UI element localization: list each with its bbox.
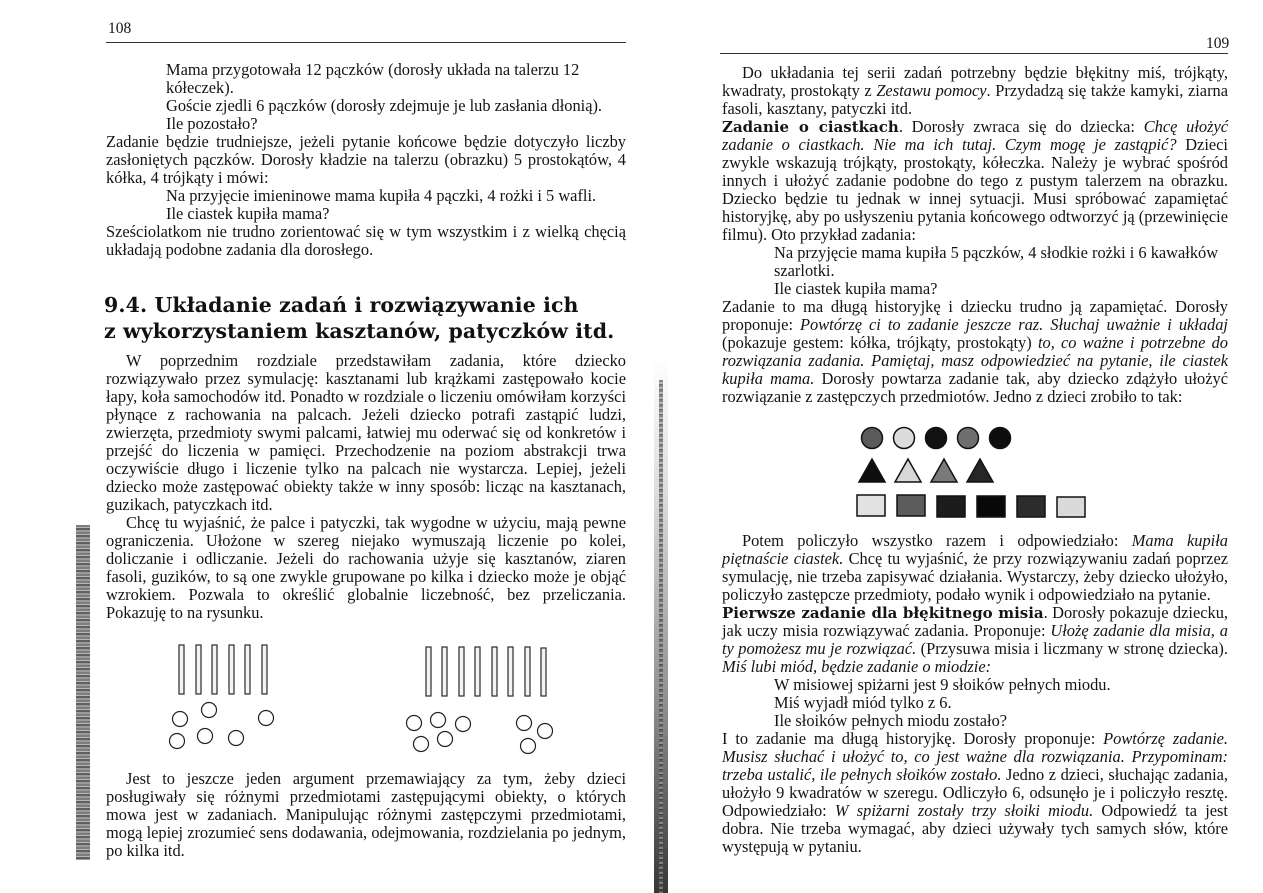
italic-text: Powtórzę zadanie. Musisz słuchać i ułożyć to, co jest ważne dla rozwiązania. Przypominam: trzeba ustalić, ile pełnych słoików zostało. [722,729,1229,784]
scan-edge-shadow [76,525,90,860]
paragraph: Zadanie będzie trudniejsze, jeżeli pytanie końcowe będzie dotyczyło liczby zasłoniętych pączków. Dorosły kładzie na talerzu (obrazku) 5 prostokątów, 4 kółka, 4 trójkąty i mówi: [106,132,626,187]
paragraph [722,532,1228,604]
italic-text: Mama kupiła piętnaście ciastek. [722,531,1228,568]
text: Dzieci zwykle wskazują trójkąty, prostokąty, kółeczka. Należy je wybrać spośród innych i ułożyć zadanie podobne do tego z pustym talerzem na obrazku. Dziecko będzie tu jednak w innej sytuacji. Musi spróbować zapamiętać historyjkę, aby po usłyszeniu pytania końcowego odtworzyć ją (przewinięcie filmu). Oto przykład zadania: [722,135,1228,244]
bold-run-in-title: Pierwsze zadanie dla błękitnego misia [722,604,1044,622]
sticks-group-left [179,645,267,694]
right-page-109 [668,0,1263,893]
shape-circles [862,428,1011,449]
italic-text: W spiżarni zostały trzy słoiki miodu. [834,801,1094,820]
italic-text: Miś lubi miód, będzie zadanie o miodzie: [722,657,992,676]
quote-line: Ile pozostało? [166,114,258,133]
quote-line: Miś wyjadł miód tylko z 6. [774,693,952,712]
shape-rectangles [857,495,1085,517]
text: . Dorosły zwraca się do dziecka: [898,117,1144,136]
quote-line: Mama przygotowała 12 pączków (dorosły układa na talerzu 12 kółeczek). [166,60,580,97]
paragraph: Jest to jeszcze jeden argument przemawiający za tym, żeby dzieci posługiwały się różnymi przedmiotami zastępującymi obiekty, o których mowa jest w zadaniach. Manipulując różnymi zastępczymi przedmiotami, mogą lepiej zrozumieć sens dodawania, odejmowania, rozdzielania po jednym, po kilka itd. [106,769,626,860]
sticks-group-right [426,647,546,696]
text: . Dorosły pokazuje dziecku, jak uczy misia rozwiązywać zadania. Proponuje: [722,603,1228,640]
quote-line: Ile słoików pełnych miodu zostało? [774,711,1008,730]
italic-text: Chcę ułożyć zadanie o ciastkach. Nie ma ich tutaj. Czym mogę je zastąpić? [722,117,1228,154]
page-number: 109 [1206,35,1230,52]
text: Odpowiedź ta jest dobra. Nie trzeba wymagać, aby dzieci używały tych samych słów, które występują w pytaniu. [722,801,1228,856]
section-heading-line: z wykorzystaniem kasztanów, patyczków itd. [104,319,615,343]
text: Jedno z dzieci, słuchając zadania, ułożyło 9 kwadratów w szeregu. Odliczyło 6, odsunęło je i policzyło resztę. Odpowiedziało: [722,765,1228,820]
quote-line: Na przyjęcie mama kupiła 5 pączków, 4 słodkie rożki i 6 kawałków szarlotki. [774,243,1219,280]
paragraph [722,604,1228,676]
text: (Przysuwa misia i liczmany w stronę dziecka). [916,639,1228,658]
quote-line: Ile ciastek kupiła mama? [774,279,938,298]
paragraph [722,730,1228,856]
text: Potem policzyło wszystko razem i odpowiedziało: [742,531,1132,550]
section-heading-line: 9.4. Układanie zadań i rozwiązywanie ich [104,293,579,317]
right-bottom-text [722,532,1228,856]
italic-text: Ułożę zadanie dla misia, a ty pomożesz mu je rozwiązać. [722,621,1228,658]
bold-run-in-title: Zadanie o ciastkach [722,118,899,136]
quote-line: Ile ciastek kupiła mama? [166,204,330,223]
quote-line: Na przyjęcie imieninowe mama kupiła 4 pączki, 4 rożki i 5 wafli. [166,186,597,205]
text: Do układania tej serii zadań potrzebny będzie błękitny miś, trójkąty, kwadraty, prostokąty z [722,63,1228,100]
paragraph: Sześciolatkom nie trudno zorientować się w tym wszystkim i z wielką chęcią układają podobne zadania dla dorosłego. [106,222,626,259]
text: Zadanie to ma długą historyjkę i dziecku trudno ją zapamiętać. Dorosły proponuje: [722,297,1228,334]
left-bottom-text [106,770,626,860]
circles-group-right [407,713,553,754]
text: Chcę tu wyjaśnić, że przy rozwiązywaniu zadań poprzez symulację, nie trzeba zapisywać działania. Wystarczy, żeby dziecko ułożyło, policzyło zastępcze przedmioty, podało wynik i odpowiedziało na pytanie. [722,549,1228,604]
italic-text: to, co ważne i potrzebne do rozwiązania zadania. Pamiętaj, masz odpowiedzieć na pytanie, ile ciastek kupiła mama. [722,333,1228,388]
paragraph: Chcę tu wyjaśnić, że palce i patyczki, tak wygodne w użyciu, mają pewne ograniczenia. Ułożone w szereg niejako wymuszają liczenie po kolei, doliczanie i odliczanie. Jeżeli do rachowania użyje się kasztanów, ziaren fasoli, guzików, to są one zwykle grupowane po kilka i dziecko może je objąć wzrokiem. Pozwala to określić globalnie liczebność, bez przeliczania. Pokazuję to na rysunku. [106,513,626,622]
shape-triangles [859,459,993,482]
italic-text: Powtórzę ci to zadanie jeszcze raz. Słuchaj uważnie i układaj [800,315,1228,334]
text: . Przydadzą się także kamyki, ziarna fasoli, kasztany, patyczki itd. [722,81,1229,118]
italic-text: Zestawu pomocy [876,81,987,100]
quote-line: W misiowej spiżarni jest 9 słoików pełnych miodu. [774,675,1111,694]
quote-line: Goście zjedli 6 pączków (dorosły zdejmuje je lub zasłania dłonią). [166,96,603,115]
paragraph: W poprzednim rozdziale przedstawiłam zadania, które dziecko rozwiązywało przez symulację: kasztanami lub krążkami zastępowało kocie łapy, koła samochodów itd. Ponadto w rozdziale o liczeniu omówiłam korzyści płynące z rachowania na palcach. Jeżeli dziecko potrafi zastąpić ludzi, zwierzęta, przedmioty swymi palcami, łatwiej mu oderwać się od konkretów i przejść do liczenia w pamięci. Przechodzenie na poziom abstrakcji trwa oczywiście długo i liczenie tylko na palcach nie wystarcza. Lepiej, jeżeli dziecko może zastępować obiekty także w inny sposób: licząc na kasztanach, guzikach, patyczkach itd. [106,351,626,514]
circles-group-left [170,703,274,749]
text: (pokazuje gestem: kółka, trójkąty, prostokąty) [722,333,1038,352]
book-gutter-shadow [654,0,668,893]
text: I to zadanie ma długą historyjkę. Dorosły proponuje: [722,729,1104,748]
page-number: 108 [108,20,132,37]
text: Dorosły powtarza zadanie tak, aby dziecko zdążyło ułożyć rozwiązanie z zastępczych przedmiotów. Jedno z dzieci zrobiło to tak: [722,369,1228,406]
